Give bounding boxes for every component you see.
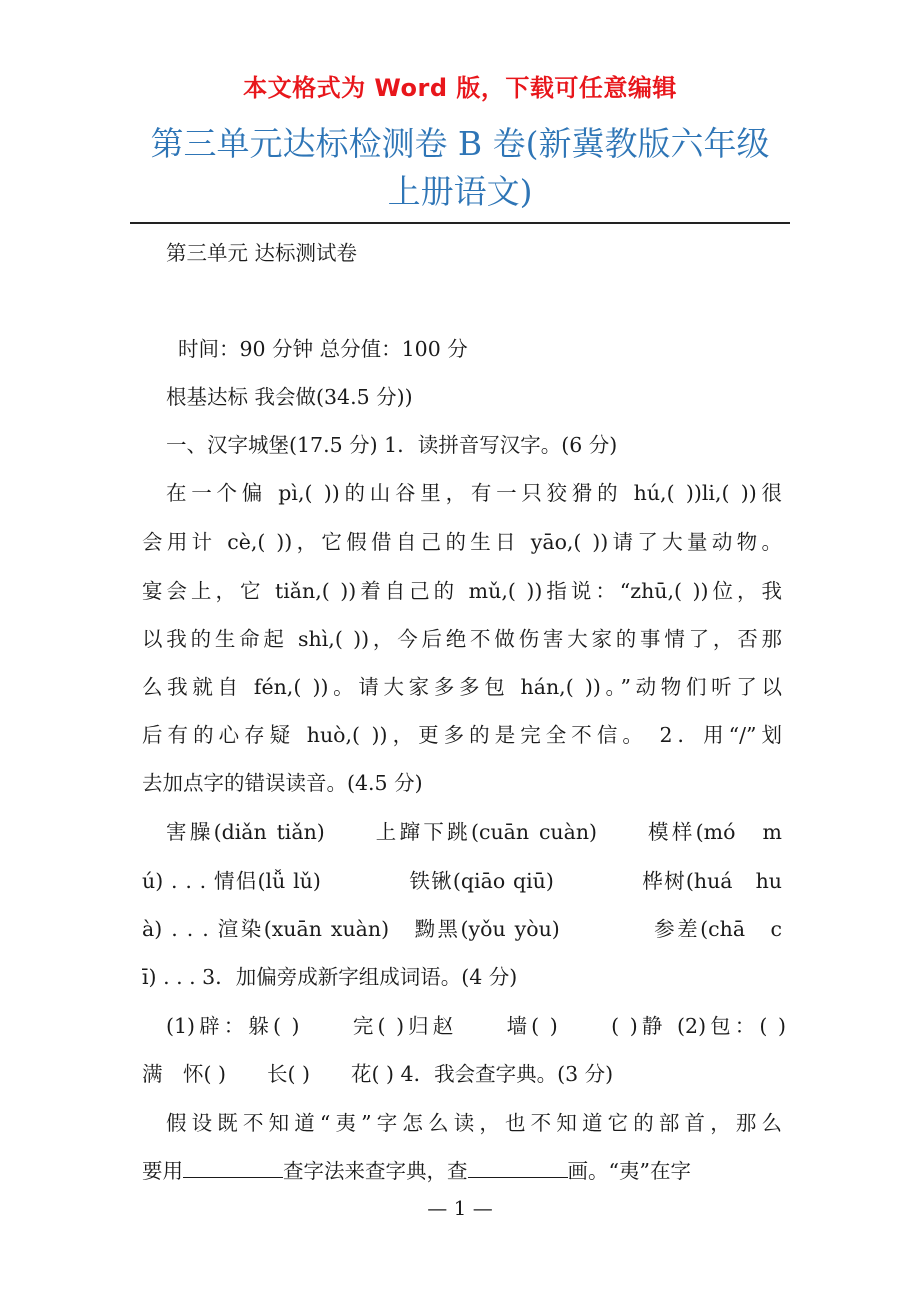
fill-text: 画。“夷”在字 <box>567 1159 691 1183</box>
fill-text: 查字法来查字典，查 <box>283 1159 468 1183</box>
dictionary-question: 假设既不知道“夷”字怎么读，也不知道它的部首，那么 <box>166 1111 782 1135</box>
document-title <box>120 120 800 216</box>
paragraph-line: 么我就自 fén,( ))。请大家多多包 hán,( ))。”动物们听了以 <box>142 675 782 699</box>
pinyin-line: ú) . . . 情侣(lǚ lǔ) 铁锹(qiāo qiū) 桦树(huá hu <box>142 869 782 893</box>
radical-line: 满 怀( ) 长( ) 花( ) 4．我会查字典。(3 分) <box>142 1062 614 1086</box>
paragraph-line: 去加点字的错误读音。(4.5 分) <box>142 771 423 795</box>
part-heading: 根基达标 我会做(34.5 分)) <box>166 385 413 409</box>
dictionary-fill-line <box>142 1156 782 1186</box>
radical-line: (1)辟：躲( ) 完( )归赵 墙( ) ( )静 (2)包：( ) <box>166 1014 786 1038</box>
page-number: — 1 — <box>427 1196 493 1220</box>
answer-blank[interactable] <box>468 1157 568 1178</box>
exam-info: 时间：90 分钟 总分值：100 分 <box>178 337 468 361</box>
pinyin-line: ī) . . . 3．加偏旁成新字组成词语。(4 分) <box>142 965 518 989</box>
paragraph-line: 在一个偏 pì,( ))的山谷里，有一只狡猾的 hú,( ))li,( ))很 <box>166 481 782 505</box>
format-banner: 本文格式为 Word 版，下载可任意编辑 <box>243 74 677 102</box>
title-divider <box>130 222 790 224</box>
title-line-1: 第三单元达标检测卷 B 卷(新冀教版六年级 <box>150 124 770 163</box>
paragraph-line: 宴会上，它 tiǎn,( ))着自己的 mǔ,( ))指说：“zhū,( ))位，我 <box>142 579 782 603</box>
question-heading: 一、汉字城堡(17.5 分) 1．读拼音写汉字。(6 分) <box>166 433 618 457</box>
answer-blank[interactable] <box>183 1157 283 1178</box>
title-line-2: 上册语文) <box>387 172 533 211</box>
section-heading: 第三单元 达标测试卷 <box>166 241 358 265</box>
paragraph-line: 后有的心存疑 huò,( ))，更多的是完全不信。 2．用“/”划 <box>142 723 782 747</box>
pinyin-line: 害臊(diǎn tiǎn) 上蹿下跳(cuān cuàn) 模样(mó m <box>166 820 782 844</box>
paragraph-line: 以我的生命起 shì,( ))，今后绝不做伤害大家的事情了，否那 <box>142 627 782 651</box>
pinyin-line: à) . . . 渲染(xuān xuàn) 黝黑(yǒu yòu) 参差(chā c <box>142 917 782 941</box>
fill-text: 要用 <box>142 1159 183 1183</box>
paragraph-line: 会用计 cè,( ))，它假借自己的生日 yāo,( ))请了大量动物。 <box>142 530 782 554</box>
